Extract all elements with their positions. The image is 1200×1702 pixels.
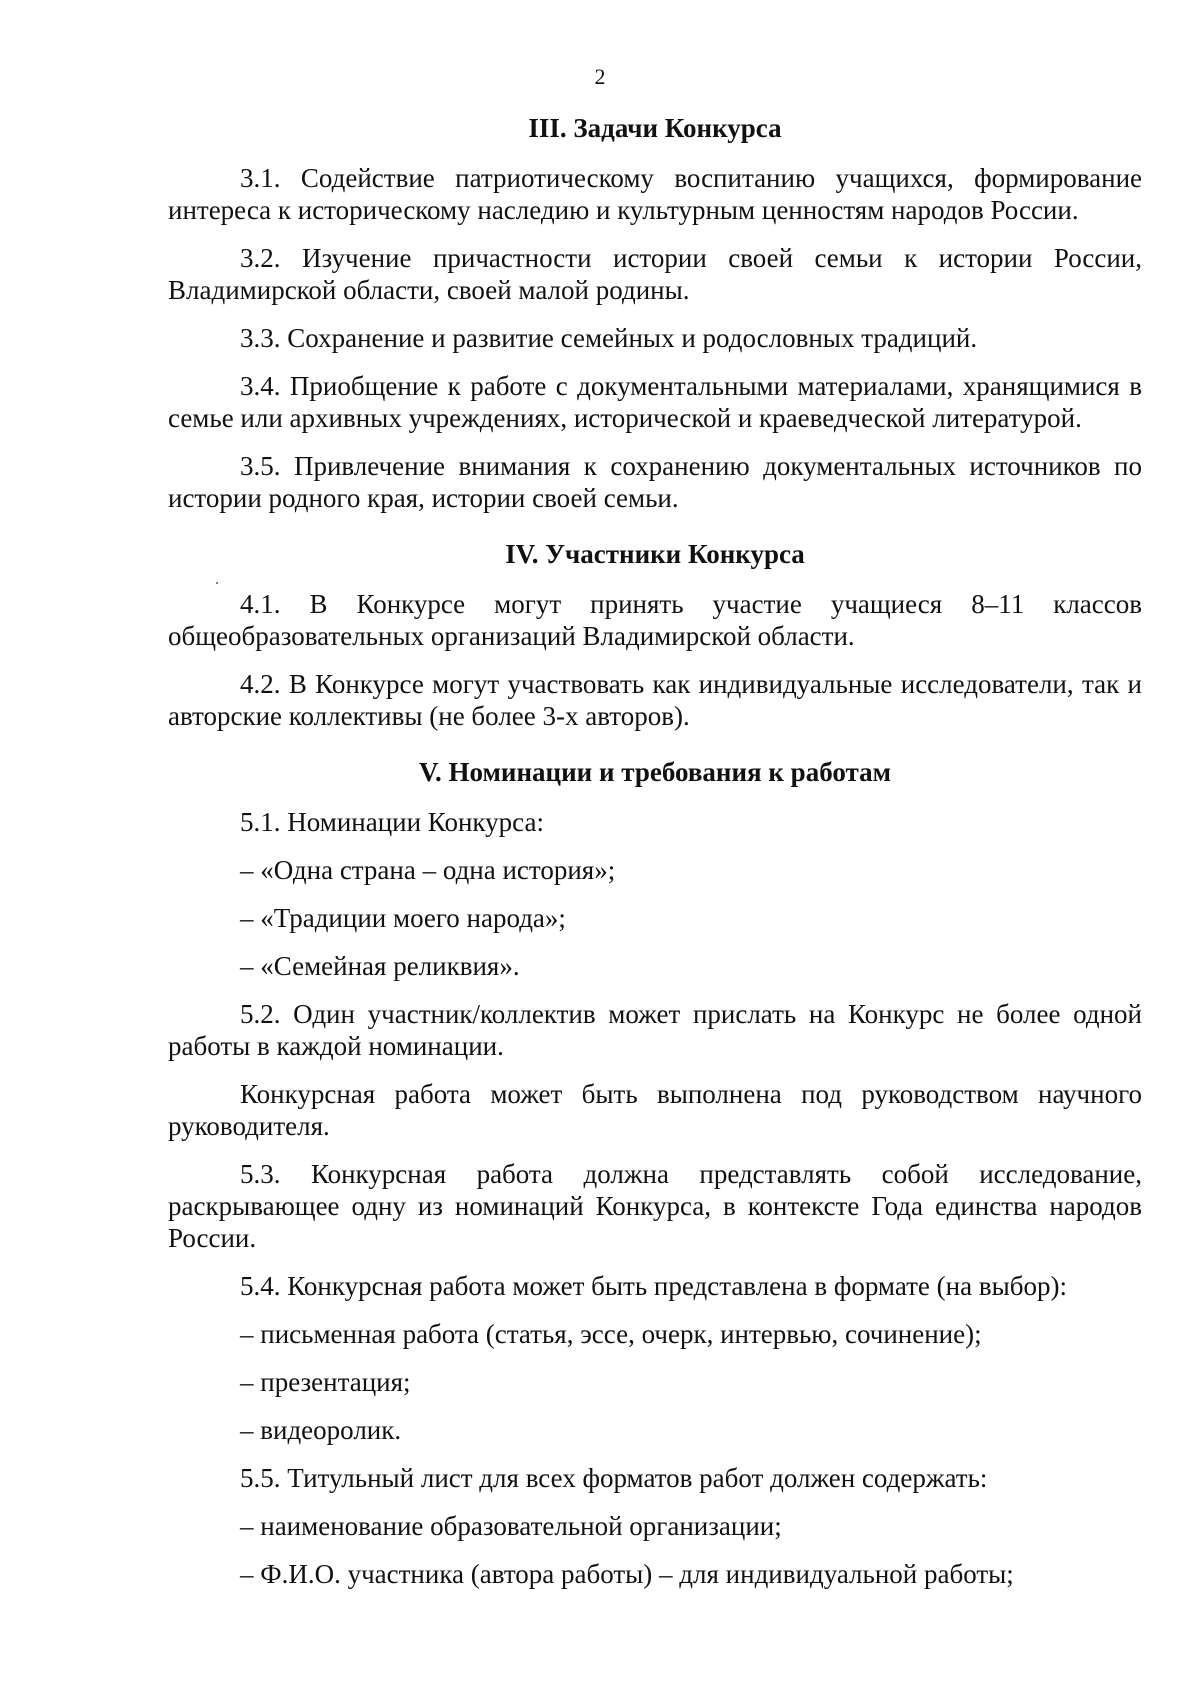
paragraph-5-4: 5.4. Конкурсная работа может быть представлена в формате (на выбор):	[240, 1271, 1067, 1301]
list-item-format-1: – письменная работа (статья, эссе, очерк, интервью, сочинение);	[240, 1319, 982, 1349]
paragraph-3-4: 3.4. Приобщение к работе с документальными материалами, хранящимися в семье или архивных учреждениях, исторической и краеведческой литературой.	[168, 371, 1142, 433]
paragraph-5-1: 5.1. Номинации Конкурса:	[240, 807, 544, 837]
section-heading-5: V. Номинации и требования к работам	[419, 757, 891, 787]
paragraph-3-1: 3.1. Содействие патриотическому воспитанию учащихся, формирование интереса к историческому наследию и культурным ценностям народов России.	[168, 163, 1142, 225]
paragraph-3-5: 3.5. Привлечение внимания к сохранению документальных источников по истории родного края, истории своей семьи.	[168, 451, 1142, 513]
list-item-nomination-2: – «Традиции моего народа»;	[240, 903, 566, 933]
list-item-nomination-3: – «Семейная реликвия».	[240, 951, 520, 981]
list-item-title-1: – наименование образовательной организации;	[240, 1511, 782, 1541]
page-number: 2	[594, 64, 606, 89]
paragraph-5-3: 5.3. Конкурсная работа должна представлять собой исследование, раскрывающее одну из номинаций Конкурса, в контексте Года единства народов России.	[168, 1159, 1142, 1253]
paragraph-4-2: 4.2. В Конкурсе могут участвовать как индивидуальные исследователи, так и авторские коллективы (не более 3-х авторов).	[168, 669, 1142, 731]
paragraph-5-2: 5.2. Один участник/коллектив может прислать на Конкурс не более одной работы в каждой номинации.	[168, 999, 1142, 1061]
paragraph-3-3: 3.3. Сохранение и развитие семейных и родословных традиций.	[240, 323, 978, 353]
section-heading-4: IV. Участники Конкурса	[505, 539, 805, 569]
document-body	[168, 112, 1142, 1606]
paragraph-5-5: 5.5. Титульный лист для всех форматов работ должен содержать:	[240, 1463, 988, 1493]
list-item-title-2: – Ф.И.О. участника (автора работы) – для индивидуальной работы;	[240, 1559, 1014, 1589]
section-heading-3: III. Задачи Конкурса	[528, 113, 782, 143]
paragraph-3-2: 3.2. Изучение причастности истории своей семьи к истории России, Владимирской области, своей малой родины.	[168, 243, 1142, 305]
list-item-format-3: – видеоролик.	[240, 1415, 402, 1445]
list-item-format-2: – презентация;	[240, 1367, 411, 1397]
paragraph-supervisor: Конкурсная работа может быть выполнена под руководством научного руководителя.	[168, 1079, 1142, 1141]
list-item-nomination-1: – «Одна страна – одна история»;	[240, 855, 616, 885]
paragraph-4-1: 4.1. В Конкурсе могут принять участие учащиеся 8–11 классов общеобразовательных организаций Владимирской области.	[168, 589, 1142, 651]
